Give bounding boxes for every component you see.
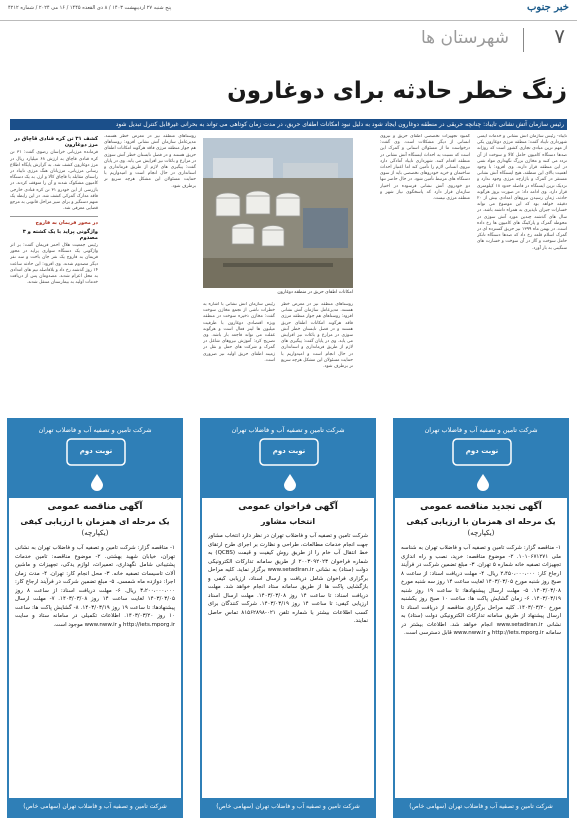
- article-column-text: روستاهای منطقه نیز در معرض خطر هستند. مدیرعامل سازمان آتش نشانی افزود: روستاهای هم جوار منطقه مرزی فاقد هرگونه امکانات اطفای حریق هستند و در فصل تابستان خطر آتش سوزی در مزارع و باغات نیز افزایش می یابد. وی در پایان گفت: پیگیری های لازم از طریق فرمانداری و استانداری در حال انجام است و امیدواریم با حمایت مسئولان این مشکل هرچه سریع تر برطرف شود.: [104, 134, 196, 189]
- news-sidebar-2: [104, 134, 196, 409]
- notice-stamp-label: نوبت دوم: [465, 447, 499, 455]
- ad-header: [395, 420, 567, 498]
- article-lead: رئیس سازمان آتش نشانی تایباد: چنانچه حریقی در منطقه دوغارون ایجاد شود به دلیل نبود امکانات اطفای حریق، در مدت زمان کوتاهی می تواند به بحرانی غیرقابل کنترل تبدیل شود: [10, 119, 567, 130]
- article-column-4: [281, 302, 353, 409]
- masthead-bar: [0, 0, 577, 21]
- ad-subtitle: انتخاب مشاور: [260, 517, 316, 526]
- ad-company: شرکت تامین و تصفیه آب و فاضلاب تهران: [38, 426, 152, 434]
- article-column-3: [203, 302, 275, 409]
- newspaper-logo: خبر جنوب: [527, 2, 569, 13]
- water-drop-icon: [87, 472, 107, 492]
- section-title: شهرستان ها: [420, 28, 509, 48]
- article-column-text: رئیس سازمان آتش نشانی با اشاره به خطرات ناشی از تجمع مخازن سوخت گفت: مخازن ذخیره سوخت در منطقه ویژه اقتصادی دوغارون با ظرفیت میلیون ها لیتر فعال است و هرگونه غفلت می تواند فاجعه بار باشد. وی تصریح کرد: آموزش نیروهای شاغل در گمرک و شرکت های حمل و نقل در زمینه اطفای حریق اولیه نیز ضروری است.: [203, 302, 275, 363]
- news-sidebar: [10, 134, 98, 409]
- ad-subtitle-2: (یکپارچه): [81, 529, 109, 537]
- article-column-text: کمبود تجهیزات تخصصی اطفای حریق و نیروی انسانی از دیگر مشکلات است. وی گفت: درخواست ما از مسئولان استانی و گمرک این است که نسبت به احداث ایستگاه آتش نشانی در منطقه اقدام کنند. شهرداری تایباد آمادگی دارد نیروی انسانی لازم را تأمین کند اما اعتبار احداث ساختمان و خرید خودروهای تخصصی باید از سوی دستگاه های مرتبط تأمین شود. در حال حاضر تنها دو خودروی آتش نشانی فرسوده در اختیار سازمان قرار دارد که پاسخگوی نیاز شهر و منطقه مرزی نیست.: [380, 134, 470, 202]
- notice-stamp-label: نوبت دوم: [79, 447, 113, 455]
- water-drop-icon: [280, 472, 300, 492]
- section-header: [9, 24, 569, 52]
- article-column-1: [477, 134, 567, 409]
- tender-ad-3: [7, 418, 183, 818]
- news-divider: [10, 216, 98, 286]
- article-column-2: [380, 134, 470, 409]
- water-drop-icon: [473, 472, 493, 492]
- news-body: فرمانده مرزبانی خراسان رضوی گفت: ۳۱ تن کره قنادی قاچاق به ارزش ۶۸ میلیارد ریال در مرز دوغارون کشف شد. به گزارش پایگاه اطلاع رسانی مرزبانی، مرزبانان هنگ مرزی تایباد در راستای مقابله با قاچاق کالا و ارز، به یک دستگاه کامیون مشکوک شدند و آن را متوقف کردند. در بازرسی از این خودرو ۳۱ تن کره قنادی خارجی فاقد مدارک گمرکی کشف شد. در این رابطه یک متهم دستگیر و برای سیر مراحل قانونی به مرجع قضایی معرفی شد.: [10, 150, 98, 212]
- section-divider: [523, 28, 524, 52]
- news-kicker: در محور فریمان به فاروج: [35, 220, 98, 227]
- dateline: پنج شنبه ۲۷ اردیبهشت ۱۴۰۳ / ۸ ذی القعده ۱۴۴۵ / ۱۶ می ۲۰۲۴ / شماره ۴۲۱۲: [8, 5, 172, 11]
- ad-company: شرکت تامین و تصفیه آب و فاضلاب تهران: [231, 426, 345, 434]
- ad-subtitle: یک مرحله ای همزمان با ارزیابی کیفی: [406, 517, 556, 526]
- ad-header: [202, 420, 374, 498]
- news-title: واژگونی پراید با یک کشته و ۳ مصدوم: [22, 228, 98, 241]
- ad-title: آگهی تجدید مناقصه عمومی: [420, 502, 542, 512]
- ad-body: ۱- مناقصه گزار: شرکت تامین و تصفیه آب و فاضلاب تهران به نشانی تهران، خیابان شهید بهشتی. ۲- موضوع مناقصه: تامین خدمات پشتیبانی شامل نگهداری، تعمیرات، لوازم یدکی، تجهیزات و ماشین آلات تاسیسات تصفیه خانه. ۳- محل انجام کار: تهران. ۴- مدت زمان اجرا: دوازده ماه شمسی. ۵- مبلغ تضمین شرکت در فرآیند ارجاع کار: ۳،۲۰۰،۰۰۰،۰۰۰ ریال. ۶- مهلت دریافت اسناد: از ساعت ۸ روز ۱۴۰۳/۰۳/۰۵ لغایت ساعت ۱۴ روز ۱۴۰۳/۰۳/۰۸. ۷- مهلت ارسال پیشنهادها: تا ساعت ۱۹ روز ۱۴۰۳/۰۳/۱۹. ۸- گشایش پاکت ها: ساعت ۱۰ روز ۱۴۰۳/۰۳/۲۰. اطلاعات تکمیلی در سامانه ستاد و سایت http://iets.mporg.ir و www.nww.ir موجود است.: [15, 545, 175, 628]
- fuel-depot-photo: [203, 138, 353, 288]
- news-body: رئیس جمعیت هلال احمر فریمان گفت: بر اثر واژگونی یک دستگاه سواری پراید در محور فریمان به فاروج یک نفر جان باخت و سه نفر دیگر مصدوم شدند. وی افزود: این حادثه ساعت ۱۴ روز گذشته رخ داد و بلافاصله تیم های امدادی به محل اعزام شدند. مصدومان پس از دریافت خدمات اولیه به بیمارستان منتقل شدند.: [10, 243, 98, 286]
- tender-ad-2: [200, 418, 376, 818]
- news-title: کشف ۳۱ تن کره قنادی قاچاق در مرز دوغارون: [14, 136, 98, 149]
- article-column-text: روستاهای منطقه نیز در معرض خطر هستند. مدیرعامل سازمان آتش نشانی افزود: روستاهای هم جوار منطقه مرزی فاقد هرگونه امکانات اطفای حریق هستند و در فصل تابستان خطر آتش سوزی در مزارع و باغات نیز افزایش می یابد. وی در پایان گفت: پیگیری های لازم از طریق فرمانداری و استانداری در حال انجام است و امیدواریم با حمایت مسئولان این مشکل هرچه سریع تر برطرف شود.: [281, 302, 353, 370]
- ad-footer: شرکت تامین و تصفیه آب و فاضلاب تهران (سهامی خاص): [202, 798, 374, 816]
- ad-body: ۱- مناقصه گزار: شرکت تامین و تصفیه آب و فاضلاب تهران به شناسه ملی ۱۰۱۰۶۷۱۲۷۱. ۲- موضوع مناقصه: خرید، نصب و راه اندازی تجهیزات تصفیه خانه شماره ۵ تهران. ۳- مبلغ تضمین شرکت در فرآیند ارجاع کار: ۲،۴۵۰،۰۰۰،۰۰۰ ریال. ۴- مهلت دریافت اسناد: از ساعت ۸ صبح روز شنبه مورخ ۱۴۰۳/۰۳/۰۵ لغایت ساعت ۱۴ روز سه شنبه مورخ ۱۴۰۳/۰۳/۰۸. ۵- مهلت ارسال پیشنهادها: تا ساعت ۱۹ روز شنبه ۱۴۰۳/۰۳/۱۹. ۶- زمان گشایش پاکت ها: ساعت ۱۰ صبح روز یکشنبه مورخ ۱۴۰۳/۰۳/۲۰. کلیه مراحل برگزاری مناقصه از دریافت اسناد تا ارسال پیشنهاد از طریق سامانه تدارکات الکترونیکی دولت (ستاد) به نشانی www.setadiran.ir انجام خواهد شد. اطلاعات بیشتر در سامانه http://iets.mporg.ir و www.nww.ir قابل دسترسی است.: [401, 545, 561, 636]
- tender-ad-1: [393, 418, 569, 818]
- ad-footer: شرکت تامین و تصفیه آب و فاضلاب تهران (سهامی خاص): [9, 798, 181, 816]
- article-headline: زنگ خطر حادثه برای دوغارون: [227, 78, 567, 104]
- ad-header: [9, 420, 181, 498]
- ad-company: شرکت تامین و تصفیه آب و فاضلاب تهران: [424, 426, 538, 434]
- page-number: ۷: [554, 24, 565, 48]
- photo-caption: امکانات اطفای حریق در منطقه دوغارون: [277, 290, 353, 295]
- ad-footer: شرکت تامین و تصفیه آب و فاضلاب تهران (سهامی خاص): [395, 798, 567, 816]
- ad-title: آگهی فراخوان عمومی: [238, 502, 338, 512]
- ad-subtitle-2: (یکپارچه): [467, 529, 495, 537]
- ad-body: شرکت تامین و تصفیه آب و فاضلاب تهران در نظر دارد انتخاب مشاور جهت انجام خدمات مطالعات، طراحی و نظارت بر اجرای طرح ارتقای خط انتقال آب خام را از طریق روش کیفیت و قیمت (QCBS) به شماره فراخوان ۲۰۰۳۰۹۲۰۲۳ از طریق سامانه تدارکات الکترونیکی دولت (ستاد) به نشانی www.setadiran.ir برگزار نماید. کلیه مراحل برگزاری فراخوان شامل دریافت و ارسال اسناد، ارزیابی کیفی و بازگشایی پاکت ها از طریق سامانه ستاد انجام خواهد شد. مهلت دریافت اسناد: تا ساعت ۱۴ روز ۱۴۰۳/۰۳/۰۸. مهلت ارسال اسناد ارزیابی کیفی: تا ساعت ۱۴ روز ۱۴۰۳/۰۳/۱۹. شرکت کنندگان برای کسب اطلاعات بیشتر با شماره تلفن ۰۲۱-۸۱۵۶۲۸۹۸ تماس حاصل نمایند.: [208, 533, 368, 624]
- notice-stamp-label: نوبت دوم: [272, 447, 306, 455]
- ad-title: آگهی مناقصه عمومی: [47, 502, 143, 512]
- article-photo: [203, 138, 353, 288]
- ad-subtitle: یک مرحله ای همزمان با ارزیابی کیفی: [20, 517, 170, 526]
- article-column-text: تایباد- رئیس سازمان آتش نشانی و خدمات ایمنی شهرداری تایباد گفت: منطقه مرزی دوغارون یکی از مهم ترین مبادی تجاری کشور است که روزانه صدها دستگاه کامیون حامل کالا و سوخت از آن تردد می کنند و مخازن بزرگ نگهداری مواد نفتی در این منطقه قرار دارند. وی افزود: با وجود اهمیت بالای این منطقه، هیچ ایستگاه آتش نشانی مستقر در گمرک و بازارچه مرزی وجود ندارد و نزدیک ترین ایستگاه در فاصله حدود ۱۸ کیلومتری قرار دارد. وی ادامه داد: در صورت بروز هرگونه حادثه، زمان رسیدن نیروهای امدادی بیش از ۲۰ دقیقه خواهد بود که این موضوع می تواند خسارات جبران ناپذیری به همراه داشته باشد. در سال های گذشته چندین مورد آتش سوزی در محوطه گمرک و پارکینگ های کامیون ها رخ داده است. در بهمن ماه ۱۳۹۹ نیز حریق گسترده ای در گمرک اسلام قلعه رخ داد که صدها دستگاه تانکر حامل سوخت و گاز در آن سوخت و خسارت های سنگینی به بار آورد.: [477, 134, 567, 251]
